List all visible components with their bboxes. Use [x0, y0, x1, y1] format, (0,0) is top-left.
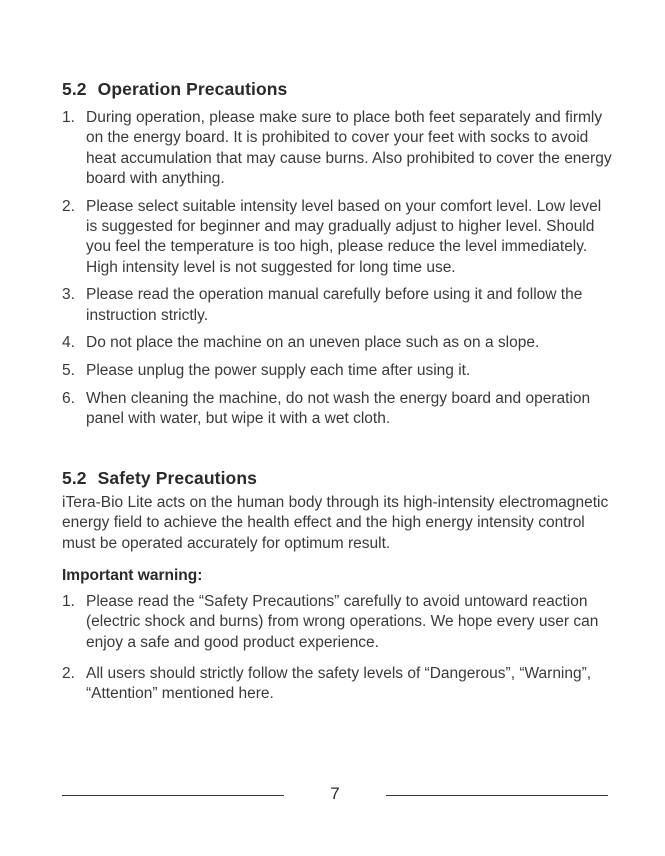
list-item-text: During operation, please make sure to place both feet separately and firmly on the energy board. It is prohibited to cover your feet with socks to avoid heat accumulation that may cause burns. Also prohibited to cover the energy board with anything.	[86, 109, 612, 187]
list-item-index: 1.	[62, 593, 75, 611]
list-item-text: Please read the “Safety Precautions” carefully to avoid untoward reaction (electric shock and burns) from wrong operations. We hope every user can enjoy a safe and good product experience.	[86, 593, 599, 651]
list-item-text: When cleaning the machine, do not wash the energy board and operation panel with water, but wipe it with a wet cloth.	[86, 390, 591, 428]
list-item-index: 1.	[62, 109, 75, 126]
list-item-index: 2.	[62, 197, 75, 215]
list-item	[62, 285, 612, 326]
list-item-text: All users should strictly follow the safety levels of “Dangerous”, “Warning”, “Attention” mentioned here.	[86, 664, 592, 703]
list-item-index: 5.	[62, 362, 75, 380]
list-item-text: Please select suitable intensity level based on your comfort level. Low level is suggested for beginner and may gradually adjust to higher level. Should you feel the temperature is too high, please reduce the level immediately. High intensity level is not suggested for long time use.	[86, 197, 602, 276]
list-item	[62, 592, 612, 653]
page-footer	[62, 782, 608, 806]
section-number: 5.2	[62, 79, 87, 99]
list-item-text: Please unplug the power supply each time after using it.	[86, 362, 471, 380]
operation-precautions-heading	[62, 78, 612, 100]
list-item-index: 4.	[62, 334, 75, 352]
list-item-text: Do not place the machine on an uneven place such as on a slope.	[86, 334, 540, 352]
list-item	[62, 333, 612, 353]
footer-divider-right	[386, 795, 608, 796]
list-item-index: 6.	[62, 390, 75, 408]
list-item	[62, 108, 612, 189]
list-item	[62, 361, 612, 381]
list-item	[62, 197, 612, 278]
section-title: Operation Precautions	[97, 79, 288, 99]
safety-intro-paragraph: iTera-Bio Lite acts on the human body through its high-intensity electromagnetic energy field to achieve the health effect and the high energy intensity control must be operated accurately for optimum result.	[62, 494, 609, 552]
list-item-index: 3.	[62, 286, 75, 304]
important-warning-heading: Important warning:	[62, 567, 203, 585]
section-number: 5.2	[62, 468, 87, 489]
list-item	[62, 664, 612, 705]
warning-list	[62, 592, 612, 704]
paragraph-spacer	[62, 554, 612, 566]
list-item-text: Please read the operation manual carefully before using it and follow the instruction strictly.	[86, 286, 583, 324]
section-spacer	[62, 437, 612, 467]
operation-precautions-list	[62, 108, 612, 430]
section-title: Safety Precautions	[97, 468, 257, 489]
list-item	[62, 389, 612, 430]
manual-page	[62, 78, 612, 716]
page-number: 7	[330, 784, 340, 803]
safety-precautions-heading	[62, 467, 612, 489]
list-item-index: 2.	[62, 664, 75, 682]
